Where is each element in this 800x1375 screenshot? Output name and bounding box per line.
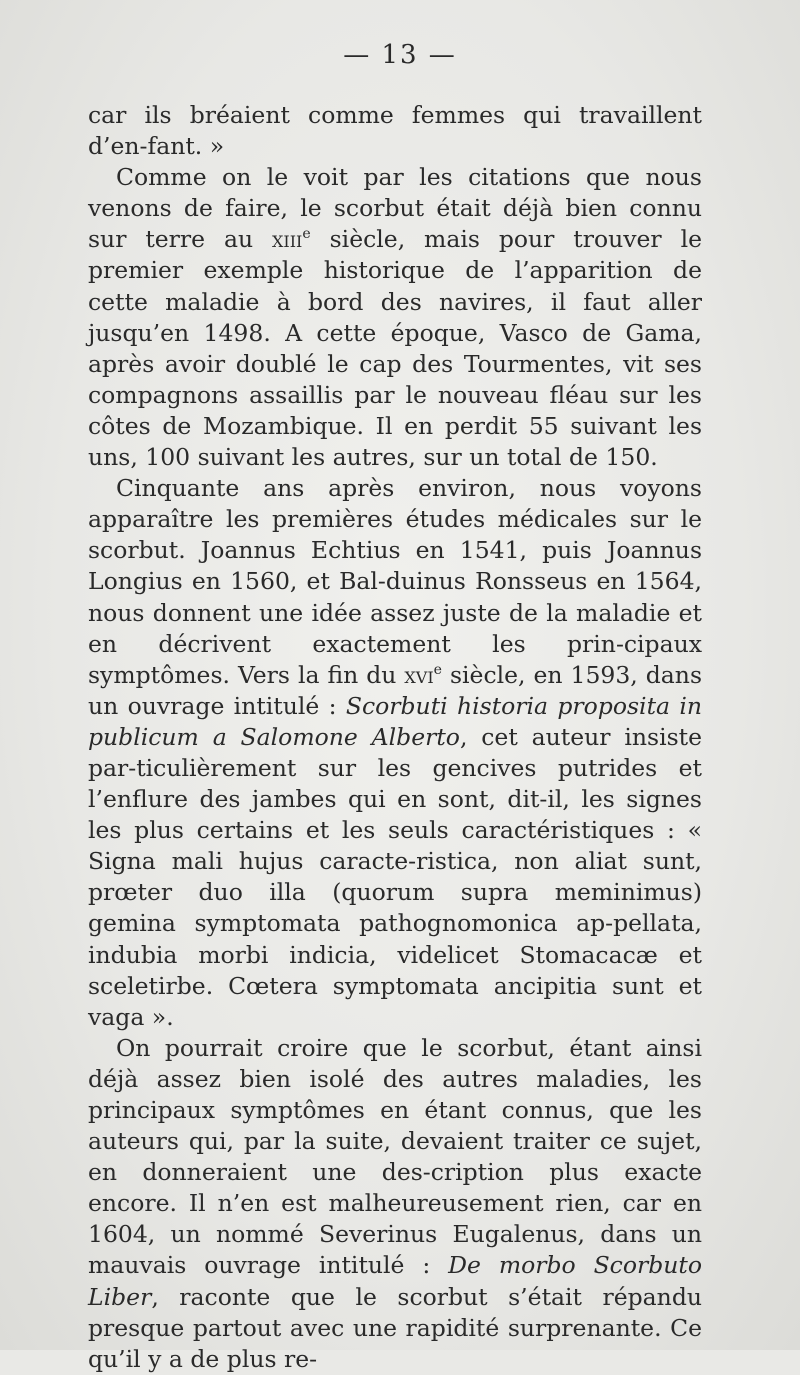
- text-segment: , cet auteur insiste par-ticulièrement sur les gencives putrides et l’enflure des jambes qui en sont, dit-il, les signes les plus certains et les seuls caractéristiques : « Signa mali hujus caracte-ristica, non aliat sunt, prœter duo illa (quorum supra meminimus) gemina symptomata pathognomonica ap-pellata, indubia morbi indicia, videlicet Stomacacæ et sceletirbe. Cœtera symptomata ancipitia sunt et vaga ».: [88, 722, 702, 1031]
- text-segment: De morbo Scorbuto Liber: [88, 1251, 702, 1311]
- text-segment: xiii: [272, 225, 303, 254]
- text-segment: siècle, en 1593, dans un ouvrage intitulé :: [88, 660, 703, 720]
- text-segment: , raconte que le scorbut s’était répandu presque partout avec une rapidité surprenante. Ce qu’il y a de plus re-: [88, 1282, 702, 1373]
- text-segment: car ils bréaient comme femmes qui travaillent d’en-fant. »: [88, 101, 702, 161]
- text-segment: On pourrait croire que le scorbut, étant ainsi déjà assez bien isolé des autres maladies, les principaux symptômes en étant connus, que les auteurs qui, par la suite, devaient traiter ce sujet, en donneraient une des-cription plus exacte encore. Il n’en est malheureusement rien, car en 1604, un nommé Severinus Eugalenus, dans un mauvais ouvrage intitulé :: [88, 1033, 702, 1280]
- paragraph-p3: [88, 473, 702, 1033]
- text-segment: e: [302, 226, 311, 243]
- text-segment: Cinquante ans après environ, nous voyons apparaître les premières études médicales sur le scorbut. Joannus Echtius en 1541, puis Joannus Longius en 1560, et Bal-duinus Ronsseus en 1564, nous donnent une idée assez juste de la maladie et en décrivent exactement les prin-cipaux symptômes. Vers la fin du: [88, 474, 702, 689]
- text-segment: xvi: [404, 660, 434, 689]
- page-number-header: — 13 —: [343, 40, 457, 70]
- text-segment: Scorbuti historia proposita in publicum a Salomone Alberto: [88, 691, 702, 751]
- text-segment: Comme on le voit par les citations que nous venons de faire, le scorbut était déjà bien connu sur terre au: [88, 163, 702, 254]
- page-body-text: [88, 100, 702, 1375]
- paragraph-p1: [88, 100, 702, 162]
- paragraph-p2: [88, 162, 702, 473]
- text-segment: siècle, mais pour trouver le premier exemple historique de l’apparition de cette maladie à bord des navires, il faut aller jusqu’en 1498. A cette époque, Vasco de Gama, après avoir doublé le cap des Tourmentes, vit ses compagnons assaillis par le nouveau fléau sur les côtes de Mozambique. Il en perdit 55 suivant les uns, 100 suivant les autres, sur un total de 150.: [88, 225, 702, 472]
- text-segment: e: [433, 661, 442, 678]
- paragraph-p4: [88, 1033, 702, 1375]
